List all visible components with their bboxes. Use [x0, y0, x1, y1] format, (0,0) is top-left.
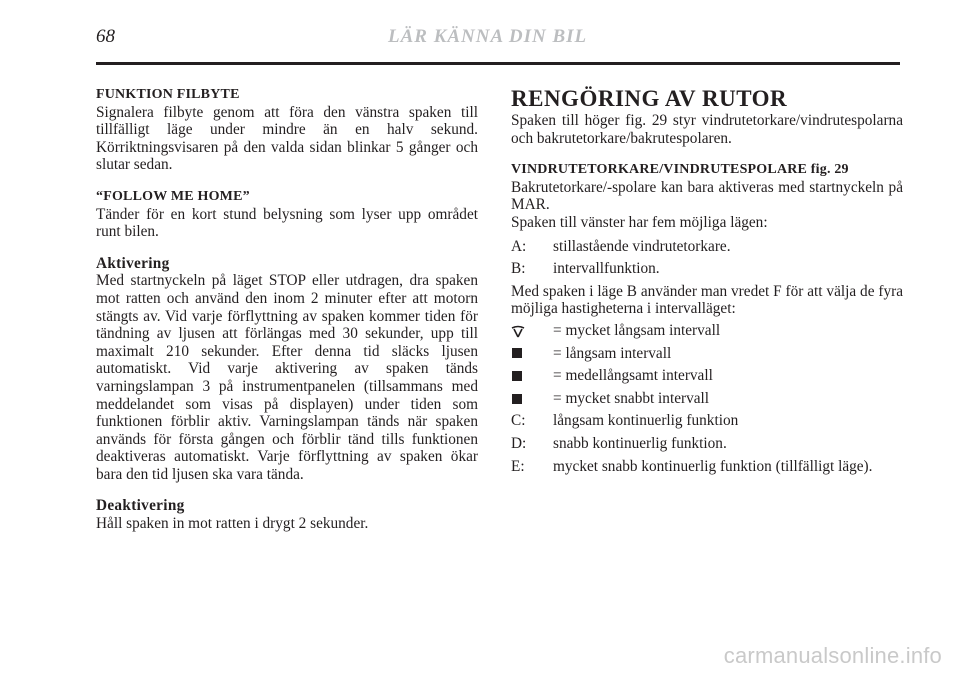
speed-text: = mycket långsam intervall — [553, 321, 721, 339]
list-item — [511, 260, 903, 278]
intro-text: Spaken till höger fig. 29 styr vindrutetorkare/vindrutespolarna och bakrutetorkare/bakrutespolaren. — [511, 112, 903, 147]
speed-item — [511, 322, 903, 340]
list-key: C: — [511, 412, 526, 430]
speed-text: = långsam intervall — [553, 344, 672, 362]
interval-wiper-icon — [511, 324, 553, 338]
square-icon — [512, 371, 522, 381]
list-text: långsam kontinuerlig funktion — [553, 412, 739, 430]
positions-intro: Spaken till vänster har fem möjliga lägen: — [511, 213, 768, 231]
wiper-sub-heading: VINDRUTETORKARE/VINDRUTESPOLARE fig. 29 — [511, 162, 849, 178]
section-title: RENGÖRING AV RUTOR — [511, 86, 788, 111]
list-key: B: — [511, 260, 526, 278]
list-key: E: — [511, 457, 525, 475]
list-item — [511, 238, 903, 256]
speed-item — [511, 367, 903, 385]
list-item — [511, 458, 903, 476]
list-text: mycket snabb kontinuerlig funktion (tillfälligt läge). — [553, 457, 873, 475]
filbyte-heading: FUNKTION FILBYTE — [96, 87, 240, 102]
speed-text: = mycket snabbt intervall — [553, 389, 710, 407]
list-text: intervallfunktion. — [553, 260, 660, 278]
speed-text: = medellångsamt intervall — [553, 367, 713, 385]
filbyte-text: Signalera filbyte genom att föra den vänstra spaken till tillfälligt läge under mindre än en halv sekund. Körriktningsvisaren på den valda sidan blinkar 5 gånger och slutar sedan. — [96, 103, 478, 174]
right-column — [511, 86, 903, 480]
aktivering-text: Med startnyckeln på läget STOP eller utdragen, dra spaken mot ratten och använd den inom 2 minuter efter att motorn stängts av. Vid varje förflyttning av spaken kommer tiden för tändning av ljusen att förlängas med 30 sekunder, upp till maximalt 210 sekunder. Efter denna tid släcks ljusen automatiskt. Vid varje aktivering av spaken tänds varningslampan 3 på instrumentpanelen (tillsammans med meddelandet som visas på displayen) under tiden som funktionen förblir aktiv. Varningslampan tänds när spaken används för första gången och förblir tänd tills funktionen deaktiveras automatiskt. Varje förflyttning av spaken ökar bara den tid ljusen ska vara tända. — [96, 272, 478, 483]
page-number: 68 — [96, 26, 115, 47]
list-item — [511, 412, 903, 430]
square-icon — [512, 348, 522, 358]
square-icon — [512, 394, 522, 404]
follow-me-text: Tänder för en kort stund belysning som lyser upp området runt bilen. — [96, 205, 478, 241]
watermark: carmanualsonline.info — [723, 643, 942, 668]
left-column — [96, 86, 478, 533]
list-text: snabb kontinuerlig funktion. — [553, 434, 727, 452]
aktivering-heading: Aktivering — [96, 254, 170, 272]
interval-intro: Med spaken i läge B använder man vredet F för att välja de fyra möjliga hastigheterna i intervalläget: — [511, 282, 903, 318]
speed-item — [511, 345, 903, 363]
list-key: D: — [511, 434, 527, 452]
deaktivering-heading: Deaktivering — [96, 497, 185, 515]
running-head: LÄR KÄNNA DIN BIL — [388, 26, 588, 47]
list-key: A: — [511, 237, 527, 255]
speed-item — [511, 390, 903, 408]
header-rule — [96, 62, 900, 65]
deaktivering-text: Håll spaken in mot ratten i drygt 2 sekunder. — [96, 515, 369, 533]
list-text: stillastående vindrutetorkare. — [553, 237, 731, 255]
list-item — [511, 435, 903, 453]
rear-wiper-text: Bakrutetorkare/-spolare kan bara aktiveras med startnyckeln på MAR. — [511, 178, 903, 214]
follow-me-heading: “FOLLOW ME HOME” — [96, 188, 250, 204]
